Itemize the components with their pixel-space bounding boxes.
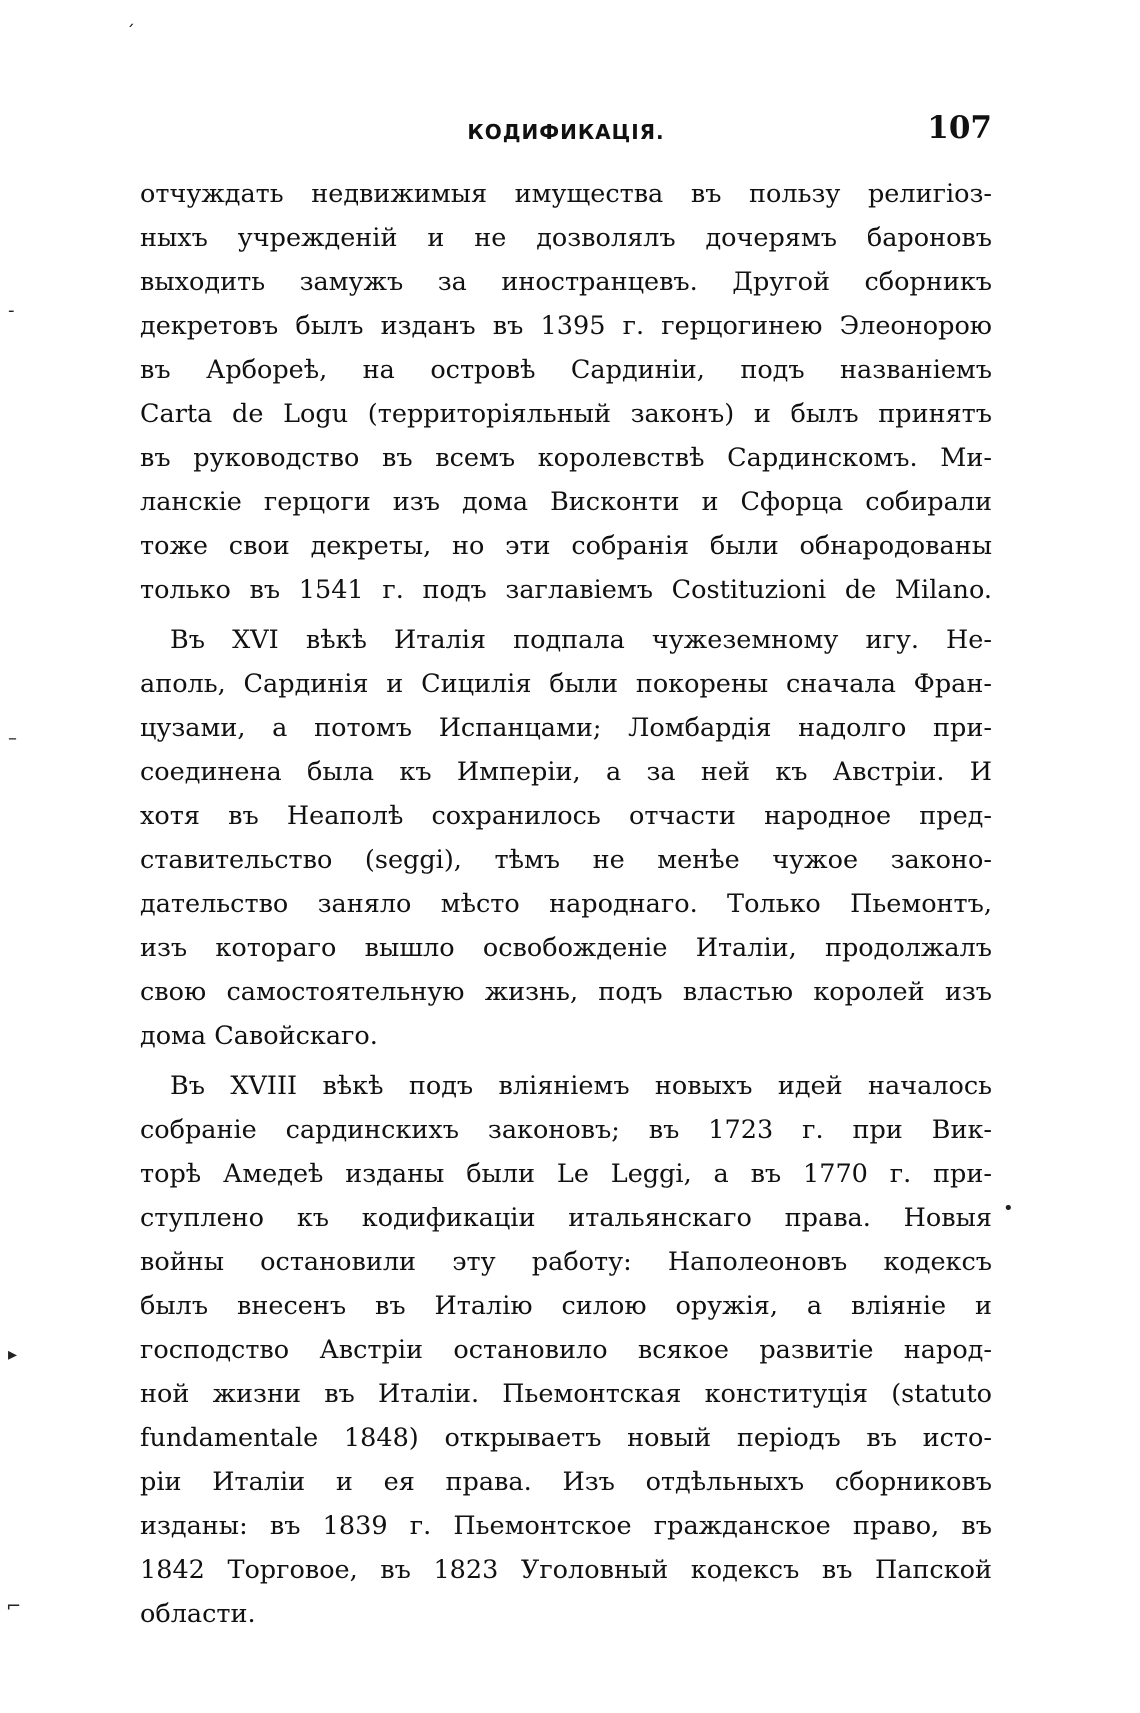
text-line: господство Австріи остановило всякое развитіе народ- <box>140 1335 992 1365</box>
text-line: ныхъ учрежденій и не дозволялъ дочерямъ бароновъ <box>140 223 992 253</box>
paragraph <box>140 172 992 612</box>
text-line: аполь, Сардинія и Сицилія были покорены сначала Фран- <box>140 669 992 699</box>
text-line: дома Савойскаго. <box>140 1021 378 1051</box>
text-line: былъ внесенъ въ Италію силою оружія, а вліяніе и <box>140 1291 992 1321</box>
text-line: войны остановили эту работу: Наполеоновъ кодексъ <box>140 1247 992 1277</box>
text-line: въ руководство въ всемъ королевствѣ Сардинскомъ. Ми- <box>140 443 992 473</box>
text-line: соединена была къ Имперіи, а за ней къ Австріи. И <box>140 757 992 787</box>
text-line: изданы: въ 1839 г. Пьемонтское гражданское право, въ <box>140 1511 992 1541</box>
text-line: Въ XVI вѣкѣ Италія подпала чужеземному игу. Не- <box>170 625 992 655</box>
text-line: цузами, а потомъ Испанцами; Ломбардія надолго при- <box>140 713 992 743</box>
text-line: Carta de Logu (территоріяльный законъ) и былъ принятъ <box>140 399 992 429</box>
text-line: тоже свои декреты, но эти собранія были обнародованы <box>140 531 992 561</box>
text-line: выходить замужъ за иностранцевъ. Другой сборникъ <box>140 267 992 297</box>
text-line: торѣ Амедеѣ изданы были Le Leggi, а въ 1770 г. при- <box>140 1159 992 1189</box>
margin-mark: ⌐ <box>6 1596 22 1617</box>
text-line: области. <box>140 1599 256 1629</box>
text-line: ланскіе герцоги изъ дома Висконти и Сфорца собирали <box>140 487 992 517</box>
text-line: изъ котораго вышло освобожденіе Италіи, продолжалъ <box>140 933 992 963</box>
text-line: дательство заняло мѣсто народнаго. Только Пьемонтъ, <box>140 889 992 919</box>
text-line: отчуждать недвижимыя имущества въ пользу религіоз- <box>140 179 992 209</box>
body-text <box>140 172 992 1636</box>
page-number: 107 <box>927 110 992 146</box>
margin-mark: • <box>1003 1198 1014 1219</box>
margin-mark: – <box>8 728 17 749</box>
text-line: ной жизни въ Италіи. Пьемонтская конституція (statuto <box>140 1379 992 1409</box>
text-line: 1842 Торговое, въ 1823 Уголовный кодексъ въ Папской <box>140 1555 992 1585</box>
text-line: ступлено къ кодификаціи итальянскаго права. Новыя <box>140 1203 992 1233</box>
text-line: свою самостоятельную жизнь, подъ властью королей изъ <box>140 977 992 1007</box>
paragraph <box>140 618 992 662</box>
text-line: только въ 1541 г. подъ заглавіемъ Costituzioni de Milano. <box>140 575 992 605</box>
margin-mark: - <box>8 300 15 321</box>
paragraph-continuation <box>140 662 992 1058</box>
text-line: ріи Италіи и ея права. Изъ отдѣльныхъ сборниковъ <box>140 1467 992 1497</box>
running-head <box>140 110 992 150</box>
running-title: КОДИФИКАЦІЯ. <box>467 120 665 144</box>
paragraph-continuation <box>140 1108 992 1636</box>
margin-mark: ▸ <box>8 1344 18 1365</box>
text-line: декретовъ былъ изданъ въ 1395 г. герцогинею Элеонорою <box>140 311 992 341</box>
margin-mark: ˊ <box>126 22 135 43</box>
text-line: въ Арбореѣ, на островѣ Сардиніи, подъ названіемъ <box>140 355 992 385</box>
text-line: собраніе сардинскихъ законовъ; въ 1723 г. при Вик- <box>140 1115 992 1145</box>
text-line: хотя въ Неаполѣ сохранилось отчасти народное пред- <box>140 801 992 831</box>
text-line: Въ XVIII вѣкѣ подъ вліяніемъ новыхъ идей началось <box>170 1071 992 1101</box>
paragraph <box>140 1064 992 1108</box>
text-line: fundamentale 1848) открываетъ новый періодъ въ исто- <box>140 1423 992 1453</box>
text-line: ставительство (seggi), тѣмъ не менѣе чужое законо- <box>140 845 992 875</box>
